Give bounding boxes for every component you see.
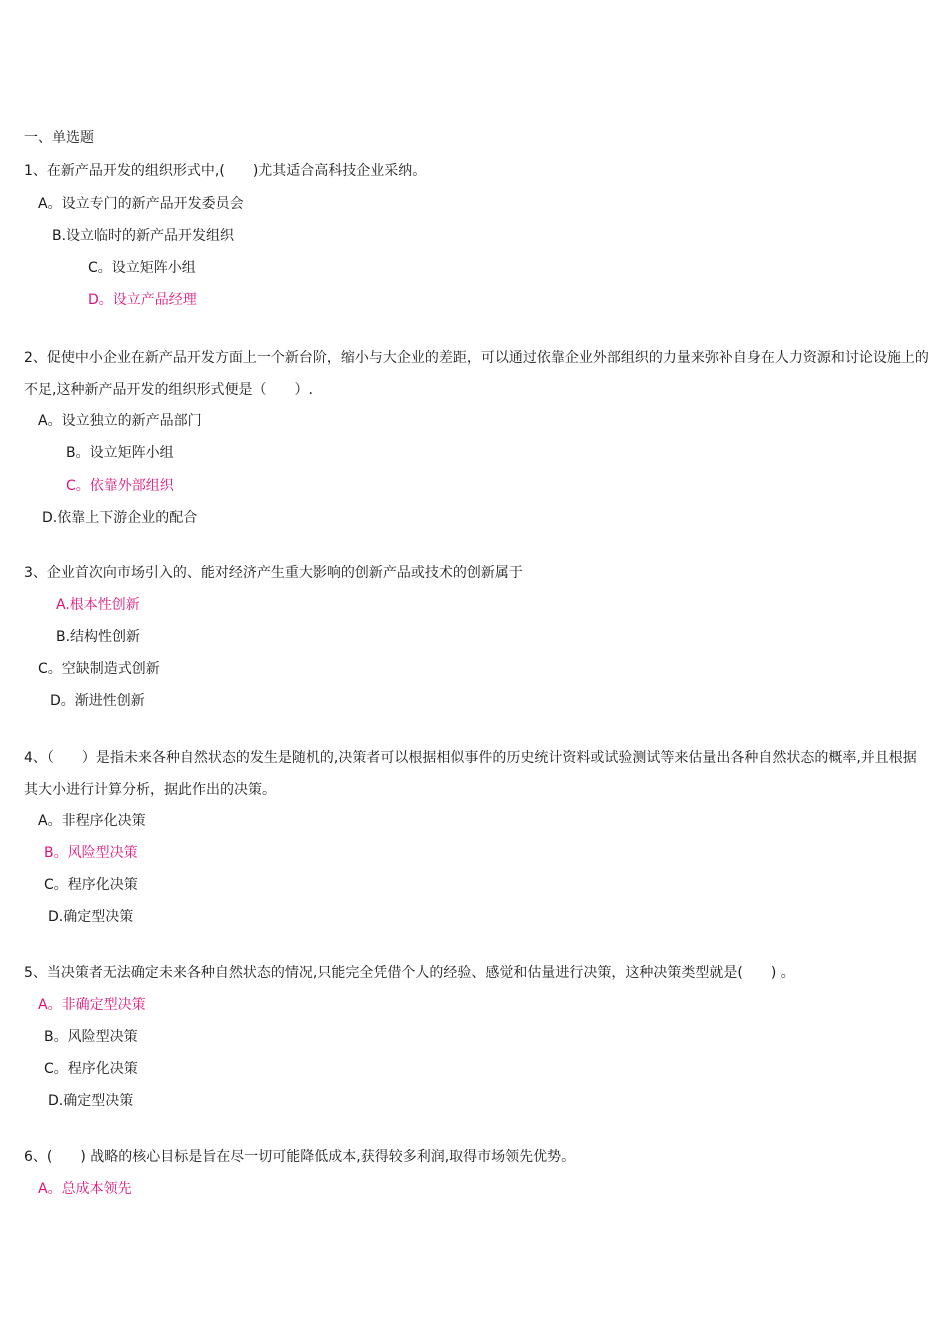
question-2-option-d: D.依靠上下游企业的配合 [42, 510, 198, 526]
question-1-option-c: C。设立矩阵小组 [88, 260, 196, 276]
question-5-option-c: C。程序化决策 [44, 1061, 138, 1077]
question-1-option-a: A。设立专门的新产品开发委员会 [38, 196, 244, 212]
question-1-option-b: B.设立临时的新产品开发组织 [52, 228, 235, 244]
question-2-option-c-answer: C。依靠外部组织 [66, 478, 174, 494]
question-3-option-c: C。空缺制造式创新 [38, 661, 160, 677]
question-4-option-d: D.确定型决策 [48, 909, 134, 925]
question-4-stem: 4、（ ）是指未来各种自然状态的发生是随机的,决策者可以根据相似事件的历史统计资料或试验测试等来估量出各种自然状态的概率,并且根据其大小进行计算分析，据此作出的决策。 [24, 750, 917, 798]
question-3-option-d: D。渐进性创新 [50, 693, 145, 709]
question-3-option-b: B.结构性创新 [56, 629, 141, 645]
question-4-option-b-answer: B。风险型决策 [44, 845, 138, 861]
question-1-option-d-answer: D。设立产品经理 [88, 292, 197, 308]
question-5-stem: 5、当决策者无法确定未来各种自然状态的情况,只能完全凭借个人的经验、感觉和估量进行决策，这种决策类型就是( ) 。 [24, 965, 795, 981]
question-3-stem: 3、企业首次向市场引入的、能对经济产生重大影响的创新产品或技术的创新属于 [24, 565, 523, 581]
question-6-stem: 6、( ) 战略的核心目标是旨在尽一切可能降低成本,获得较多利润,取得市场领先优势。 [24, 1149, 576, 1165]
question-3-option-a-answer: A.根本性创新 [56, 597, 140, 613]
question-5-option-b: B。风险型决策 [44, 1029, 138, 1045]
question-5-option-d: D.确定型决策 [48, 1093, 134, 1109]
question-5-option-a-answer: A。非确定型决策 [38, 997, 146, 1013]
question-4-option-c: C。程序化决策 [44, 877, 138, 893]
question-2-option-b: B。设立矩阵小组 [66, 445, 174, 461]
question-1-stem: 1、在新产品开发的组织形式中,( )尤其适合高科技企业采纳。 [24, 163, 427, 179]
question-2-option-a: A。设立独立的新产品部门 [38, 413, 202, 429]
section-title: 一、单选题 [24, 130, 94, 146]
question-2-stem: 2、促使中小企业在新产品开发方面上一个新台阶，缩小与大企业的差距，可以通过依靠企业外部组织的力量来弥补自身在人力资源和讨论设施上的不足,这种新产品开发的组织形式便是（ ）. [24, 350, 929, 398]
question-4-option-a: A。非程序化决策 [38, 813, 146, 829]
question-6-option-a-answer: A。总成本领先 [38, 1181, 132, 1197]
